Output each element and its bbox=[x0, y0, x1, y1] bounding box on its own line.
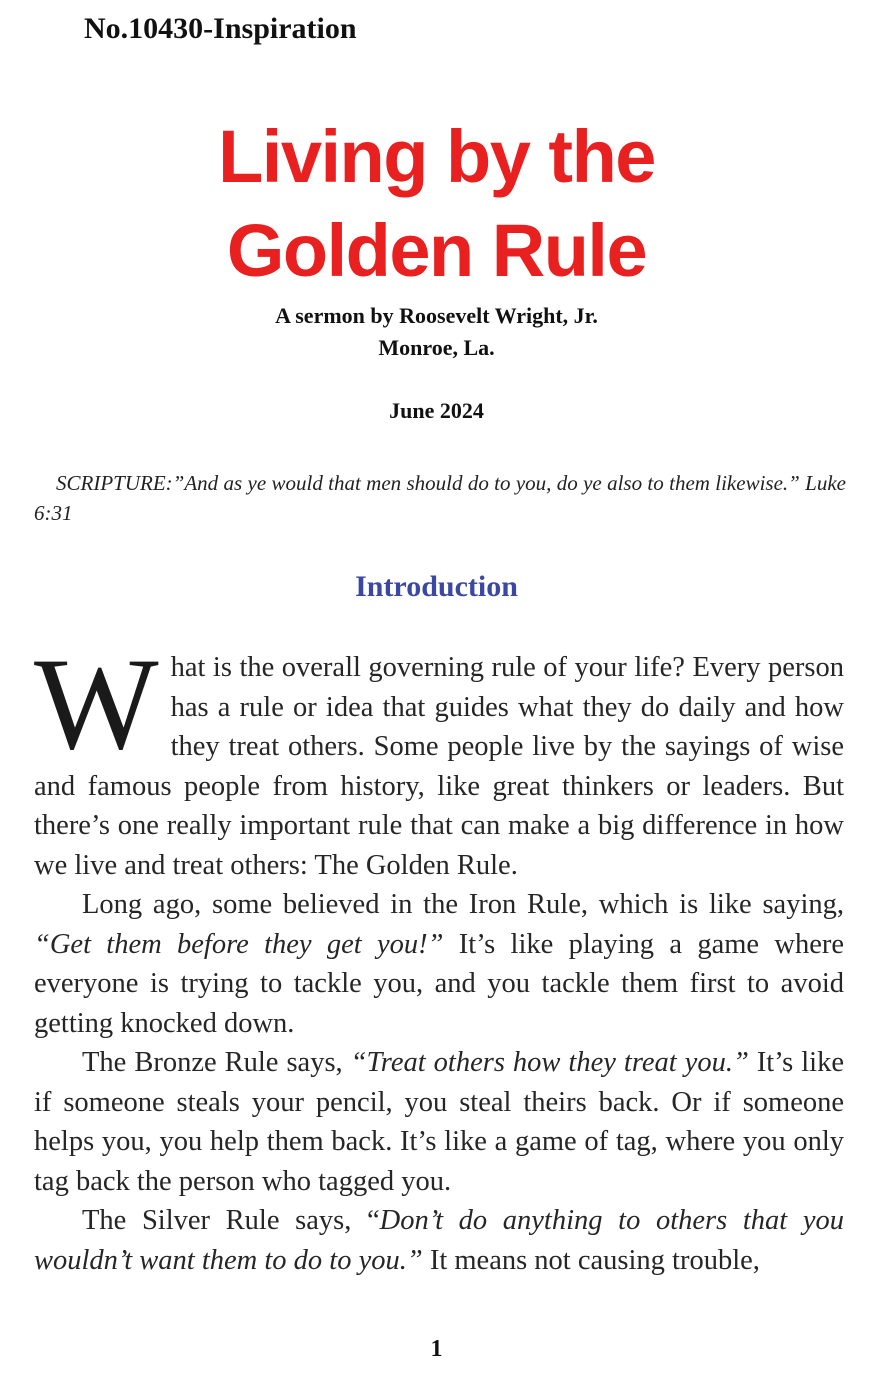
body-text bbox=[34, 630, 844, 1280]
series-number: No.10430-Inspiration bbox=[84, 12, 357, 45]
paragraph-2-quote: “Get them before they get you!” bbox=[34, 928, 444, 960]
paragraph-4-quote: Don’t do anything to others that you wouldn’t want them to do to you.” bbox=[34, 1205, 844, 1276]
paragraph-4-text-b: It means not causing trouble, bbox=[422, 1244, 760, 1276]
paragraph-3 bbox=[34, 1043, 844, 1201]
author-line: A sermon by Roosevelt Wright, Jr. bbox=[275, 303, 598, 328]
byline bbox=[0, 300, 873, 364]
sermon-title bbox=[0, 110, 873, 298]
drop-cap: W bbox=[34, 630, 159, 777]
title-line-1: Living by the bbox=[218, 115, 655, 198]
page-number: 1 bbox=[430, 1336, 443, 1362]
paragraph-4 bbox=[34, 1201, 844, 1280]
location-line: Monroe, La. bbox=[378, 335, 495, 360]
paragraph-3-quote: “Treat others how they treat you.” bbox=[350, 1047, 749, 1078]
paragraph-3-text-b: It’s like if someone steals your pencil, you steal theirs back. Or if someone helps you, you help them back. It’s like a game of tag, where you only tag back the person who tagged you. bbox=[34, 1047, 844, 1197]
paragraph-3-text-a: The Bronze Rule says, bbox=[82, 1047, 351, 1078]
paragraph-1 bbox=[34, 630, 844, 885]
title-line-2: Golden Rule bbox=[226, 209, 647, 292]
paragraph-2-text-a: Long ago, some believed in the Iron Rule, which is like saying, bbox=[82, 889, 844, 920]
paragraph-4-text-a: The Silver Rule says, “ bbox=[82, 1205, 380, 1236]
scripture-quote: SCRIPTURE:”And as ye would that men should do to you, do ye also to them likewise.” Luke 6:31 bbox=[34, 471, 846, 525]
paragraph-2 bbox=[34, 885, 844, 1043]
paragraph-2-text-b: It’s like playing a game where everyone is trying to tackle you, and you tackle them first to avoid getting knocked down. bbox=[34, 928, 844, 1039]
sermon-date: June 2024 bbox=[389, 398, 484, 423]
paragraph-1-text: hat is the overall governing rule of your life? Every person has a rule or idea that guides what they do daily and how they treat others. Some people live by the sayings of wise and famous people from history, like great thinkers or leaders. But there’s one really important rule that can make a big difference in how we live and treat others: The Golden Rule. bbox=[34, 652, 844, 881]
section-heading: Introduction bbox=[355, 570, 518, 603]
